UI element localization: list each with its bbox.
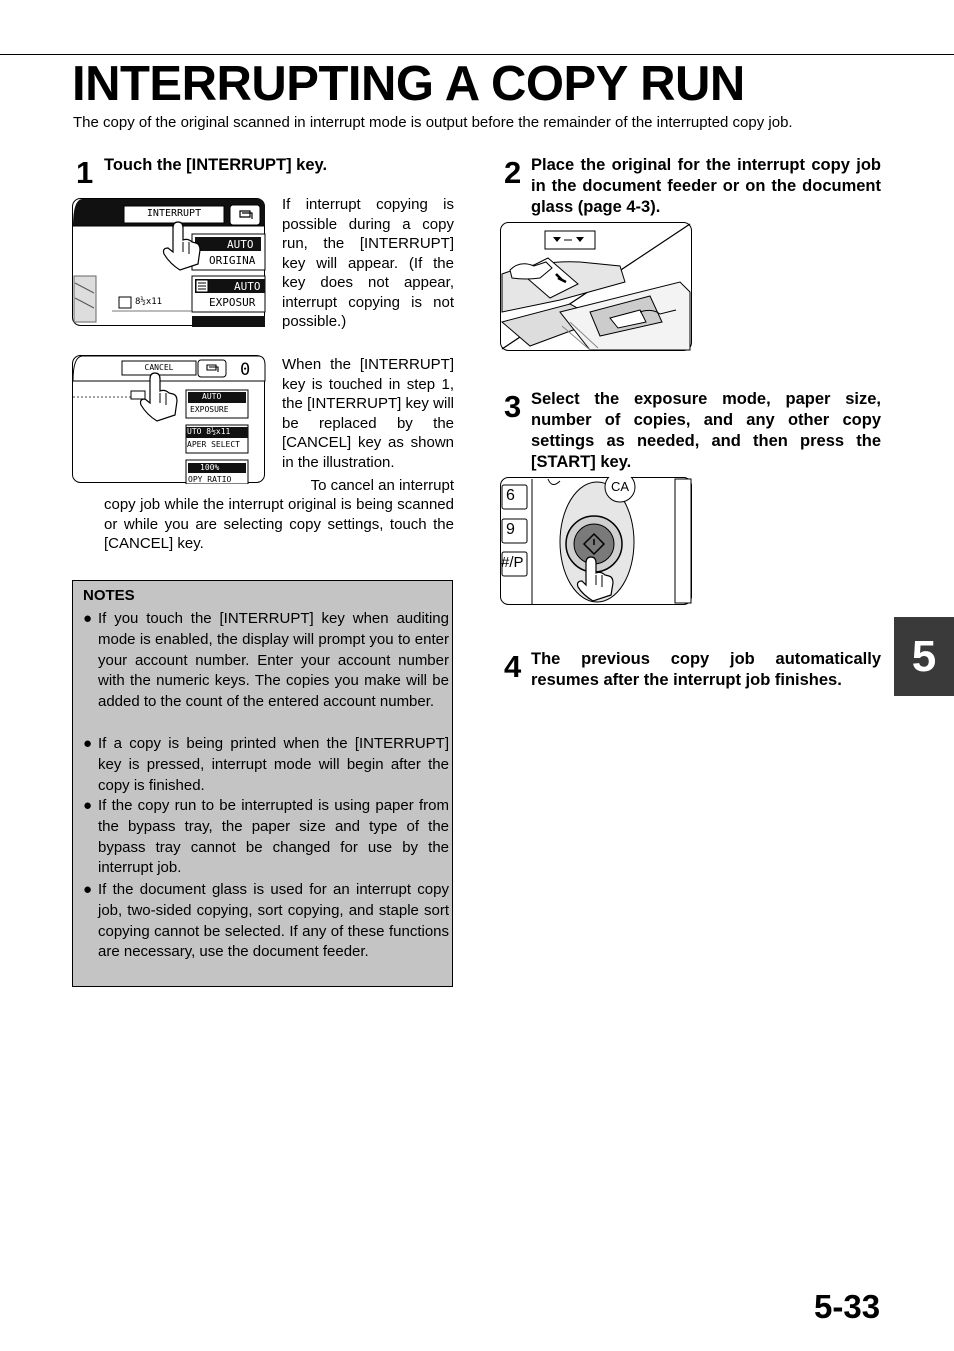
interrupt-key[interactable]: INTERRUPT	[146, 208, 202, 219]
note-item	[83, 609, 449, 713]
note-text: If a copy is being printed when the [INTERRUPT] key is pressed, interrupt mode will begin after the copy is finished.	[98, 735, 449, 794]
step-1-paragraph-3-rest: copy job while the interrupt original is being scanned or while you are selecting copy settings, touch the [CANCEL] key.	[104, 496, 454, 552]
header-rule	[0, 54, 954, 55]
bullet-icon: ●	[83, 735, 93, 752]
step-4-number: 4	[504, 649, 522, 684]
notes-title: NOTES	[83, 587, 135, 604]
step-2-heading: Place the original for the interrupt copy job in the document feeder or on the document glass (page 4-3).	[531, 156, 881, 216]
step-3-number: 3	[504, 389, 522, 424]
paper-select-label: APER SELECT	[187, 440, 240, 449]
bullet-icon: ●	[83, 881, 93, 898]
note-text: If the copy run to be interrupted is using paper from the bypass tray, the paper size and type of the bypass tray cannot be changed for use by the interrupt job.	[98, 797, 449, 877]
numeric-key-6[interactable]: 6	[506, 487, 515, 504]
auto-exposure-label: AUTO	[202, 392, 222, 401]
bullet-icon: ●	[83, 610, 93, 627]
cancel-panel-illustration	[72, 355, 266, 484]
note-item	[83, 734, 449, 796]
cancel-panel-svg	[72, 355, 266, 484]
note-text: If you touch the [INTERRUPT] key when auditing mode is enabled, the display will prompt you to enter your account number. Enter your account number with the numeric keys. The copies you make will be added to the count of the entered account number.	[98, 610, 449, 711]
notes-box	[72, 580, 453, 987]
note-item	[83, 880, 449, 963]
copy-count: 0	[240, 360, 251, 380]
clear-all-key[interactable]: CA	[611, 479, 630, 494]
numeric-key-9[interactable]: 9	[506, 521, 515, 538]
step-2-number: 2	[504, 155, 522, 190]
step-4-heading: The previous copy job automatically resumes after the interrupt job finishes.	[531, 650, 881, 689]
original-label: ORIGINA	[209, 254, 256, 267]
hash-p-key[interactable]: #/P	[501, 554, 524, 571]
step-1-paragraph-2: When the [INTERRUPT] key is touched in step 1, the [INTERRUPT] key will be replaced by the [CANCEL] key as shown in the illustration.	[282, 356, 454, 471]
start-key-illustration	[500, 477, 693, 606]
ratio-label: 100%	[200, 463, 220, 472]
document-feeder-illustration	[500, 222, 693, 352]
exposure-label: EXPOSURE	[190, 405, 229, 414]
step-1-heading: Touch the [INTERRUPT] key.	[104, 156, 328, 174]
page-subtitle: The copy of the original scanned in interrupt mode is output before the remainder of the interrupted copy job.	[73, 114, 793, 131]
note-text: If the document glass is used for an interrupt copy job, two-sided copying, sort copying, and staple sort copying cannot be selected. If any of these functions are necessary, use the document feeder.	[98, 881, 449, 961]
copy-ratio-label: OPY RATIO	[188, 475, 232, 484]
step-1-paragraph-3-start: To cancel an interrupt	[310, 477, 454, 494]
bullet-icon: ●	[83, 797, 93, 814]
note-item	[83, 796, 449, 879]
page-number: 5-33	[814, 1288, 881, 1325]
step-1-number: 1	[76, 155, 94, 190]
interrupt-panel-illustration	[72, 198, 266, 327]
start-key-svg	[500, 477, 693, 606]
step-3-heading: Select the exposure mode, paper size, number of copies, and any other copy settings as needed, and then press the [START] key.	[531, 390, 881, 471]
paper-auto-label: UTO 8½x11	[187, 427, 231, 436]
cancel-key[interactable]: CANCEL	[144, 363, 174, 372]
step-1-paragraph-1: If interrupt copying is possible during a copy run, the [INTERRUPT] key will appear. (If the key does not appear, interrupt copying is not possible.)	[282, 196, 454, 330]
chapter-tab: 5	[894, 617, 954, 696]
page-title: INTERRUPTING A COPY RUN	[72, 57, 745, 111]
auto-exposure-label: AUTO	[234, 280, 261, 293]
exposure-label: EXPOSUR	[209, 296, 256, 309]
paper-size-label: 8½x11	[135, 297, 163, 307]
auto-original-label: AUTO	[227, 238, 254, 251]
document-feeder-svg	[500, 222, 693, 352]
